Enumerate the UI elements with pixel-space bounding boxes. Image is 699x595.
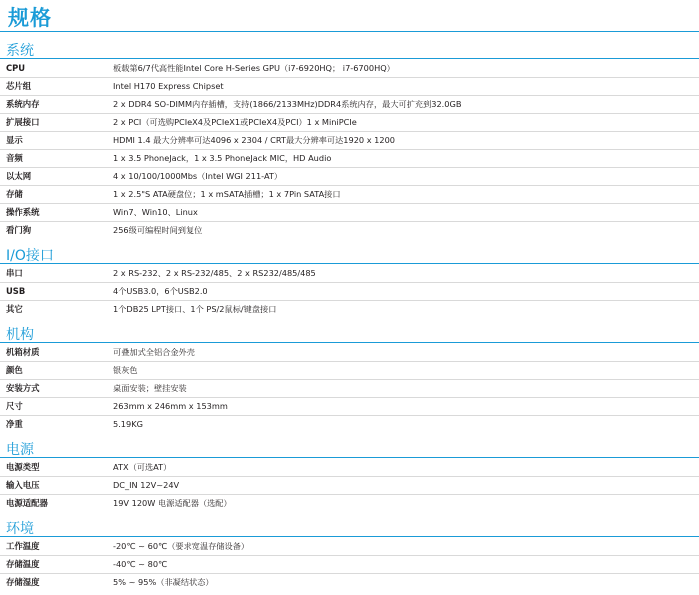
spec-value: 263mm x 246mm x 153mm — [113, 401, 228, 411]
section-divider — [0, 263, 699, 264]
spec-value: 板载第6/7代高性能Intel Core H-Series GPU（i7-6920HQ； i7-6700HQ） — [113, 63, 395, 73]
spec-table — [0, 265, 699, 322]
section-divider — [0, 536, 699, 537]
spec-row — [0, 221, 699, 239]
spec-value: -40℃ ~ 80℃ — [113, 559, 168, 569]
spec-value: 4个USB3.0，6个USB2.0 — [113, 286, 208, 296]
spec-label: 存储温度 — [6, 559, 40, 569]
section-header — [0, 322, 699, 344]
spec-value: 1个DB25 LPT接口、1个 PS/2鼠标/键盘接口 — [113, 304, 277, 314]
spec-value: -20℃ ~ 60℃（要求宽温存储设备） — [113, 541, 250, 551]
section-title: 电源 — [6, 442, 34, 458]
section-divider — [0, 342, 699, 343]
section-divider — [0, 457, 699, 458]
spec-label: 安装方式 — [6, 383, 40, 393]
spec-table — [0, 459, 699, 516]
spec-label: 看门狗 — [6, 225, 32, 235]
section-title: 系统 — [6, 43, 34, 59]
section-title: 环境 — [6, 521, 34, 537]
spec-row — [0, 95, 699, 113]
spec-label: 音频 — [6, 153, 23, 163]
spec-row — [0, 459, 699, 476]
spec-row — [0, 538, 699, 555]
spec-value: HDMI 1.4 最大分辨率可达4096 x 2304 / CRT最大分辨率可达1920 x 1200 — [113, 135, 396, 145]
page-title: 规格 — [8, 6, 52, 30]
spec-row — [0, 300, 699, 318]
spec-row — [0, 149, 699, 167]
spec-label: 显示 — [6, 135, 23, 145]
spec-label: 其它 — [6, 304, 23, 314]
spec-value: Intel H170 Express Chipset — [113, 81, 224, 91]
spec-row — [0, 265, 699, 282]
spec-label: 芯片组 — [6, 81, 32, 91]
section-header — [0, 516, 699, 538]
spec-label: 机箱材质 — [6, 347, 40, 357]
spec-row — [0, 494, 699, 512]
spec-value: ATX（可选AT） — [113, 462, 172, 472]
spec-row — [0, 415, 699, 433]
spec-label: 系统内存 — [6, 99, 40, 109]
spec-value: 1 x 2.5"S ATA硬盘位；1 x mSATA插槽；1 x 7Pin SATA接口 — [113, 189, 341, 199]
spec-label: 净重 — [6, 419, 23, 429]
spec-value: 1 x 3.5 PhoneJack，1 x 3.5 PhoneJack MIC，HD Audio — [113, 153, 332, 163]
spec-row — [0, 555, 699, 573]
spec-value: 256级可编程时间到复位 — [113, 225, 203, 235]
spec-label: 扩展接口 — [6, 117, 40, 127]
spec-value: Win7、Win10、Linux — [113, 207, 198, 217]
spec-value: 桌面安装；壁挂安装 — [113, 383, 187, 393]
spec-label: 尺寸 — [6, 401, 23, 411]
spec-table — [0, 538, 699, 595]
section-divider — [0, 58, 699, 59]
spec-label: 存储湿度 — [6, 577, 40, 587]
spec-value: 2 x PCI（可选购PCIeX4及PCIeX1或PCIeX4及PCI）1 x MiniPCIe — [113, 117, 357, 127]
spec-label: 操作系统 — [6, 207, 40, 217]
spec-row — [0, 185, 699, 203]
title-divider — [0, 31, 699, 32]
spec-value: 2 x DDR4 SO-DIMM内存插槽，支持(1866/2133MHz)DDR4系统内存，最大可扩充到32.0GB — [113, 99, 462, 109]
spec-sections — [0, 38, 699, 595]
spec-value: 银灰色 — [113, 365, 138, 375]
spec-row — [0, 167, 699, 185]
section-header — [0, 437, 699, 459]
spec-row — [0, 573, 699, 591]
spec-label: CPU — [6, 63, 26, 73]
spec-value: 可叠加式全铝合金外壳 — [113, 347, 195, 357]
section-title: 机构 — [6, 327, 34, 343]
spec-value: 5% ~ 95%（非凝结状态） — [113, 577, 214, 587]
spec-row — [0, 397, 699, 415]
spec-value: DC_IN 12V~24V — [113, 480, 180, 490]
spec-value: 4 x 10/100/1000Mbs（Intel WGI 211-AT） — [113, 171, 283, 181]
spec-table — [0, 344, 699, 437]
spec-row — [0, 476, 699, 494]
spec-row — [0, 203, 699, 221]
spec-label: 串口 — [6, 268, 23, 278]
spec-label: USB — [6, 286, 26, 296]
spec-label: 输入电压 — [6, 480, 40, 490]
spec-row — [0, 131, 699, 149]
spec-row — [0, 282, 699, 300]
spec-table — [0, 60, 699, 243]
spec-value: 19V 120W 电源适配器（选配） — [113, 498, 232, 508]
spec-value: 2 x RS-232、2 x RS-232/485、2 x RS232/485/485 — [113, 268, 316, 278]
spec-row — [0, 60, 699, 77]
spec-label: 工作温度 — [6, 541, 40, 551]
spec-row — [0, 344, 699, 361]
spec-label: 电源适配器 — [6, 498, 48, 508]
spec-label: 电源类型 — [6, 462, 40, 472]
spec-label: 以太网 — [6, 171, 32, 181]
spec-value: 5.19KG — [113, 419, 143, 429]
section-header — [0, 38, 699, 60]
spec-row — [0, 113, 699, 131]
spec-row — [0, 361, 699, 379]
section-title: I/O接口 — [6, 248, 54, 264]
spec-label: 存储 — [6, 189, 23, 199]
spec-row — [0, 379, 699, 397]
spec-label: 颜色 — [6, 365, 23, 375]
spec-row — [0, 77, 699, 95]
section-header — [0, 243, 699, 265]
